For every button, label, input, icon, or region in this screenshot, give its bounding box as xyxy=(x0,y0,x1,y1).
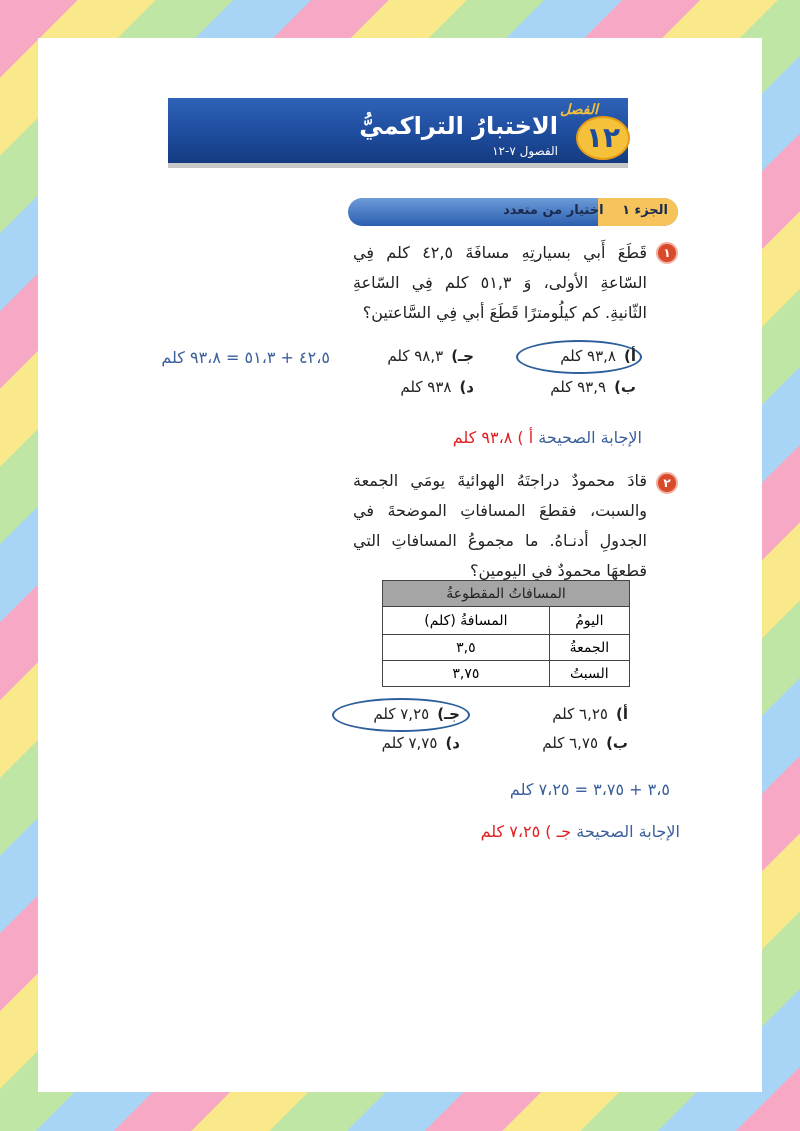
q2-option-d-value: ٧,٧٥ كلم xyxy=(381,734,438,752)
q2-option-d[interactable] xyxy=(338,734,460,752)
q2-option-c[interactable] xyxy=(338,705,460,723)
page-subtitle: الفصول ٧-١٢ xyxy=(492,144,558,158)
q1-correct-answer xyxy=(378,428,642,447)
q1-option-b-letter: ب) xyxy=(614,378,636,396)
q2-correct-answer xyxy=(414,822,680,841)
q1-option-b[interactable] xyxy=(526,378,636,396)
q1-option-a-letter: أ) xyxy=(624,347,636,365)
table-cell-distance: ٣,٥ xyxy=(383,635,550,661)
q1-option-c-letter: جـ) xyxy=(451,347,474,365)
q2-option-b[interactable] xyxy=(518,734,628,752)
table-row xyxy=(383,661,630,687)
chapter-word: الفصل xyxy=(560,102,598,118)
table-row xyxy=(383,635,630,661)
q1-answer-label: الإجابة الصحيحة xyxy=(538,428,642,447)
q1-option-a[interactable] xyxy=(526,347,636,365)
distances-table xyxy=(382,580,630,687)
q2-option-a[interactable] xyxy=(518,705,628,723)
table-header-day: اليومُ xyxy=(549,607,629,635)
chapter-number-badge: ١٢ xyxy=(576,116,630,160)
q1-option-d-letter: د) xyxy=(459,378,474,396)
q2-option-c-value: ٧,٢٥ كلم xyxy=(373,705,430,723)
q1-option-d-value: ٩٣٨ كلم xyxy=(400,378,452,396)
part-heading xyxy=(503,203,668,218)
table-cell-day: الجمعةُ xyxy=(549,635,629,661)
part-number: ١ xyxy=(622,203,631,218)
q1-option-b-value: ٩٣,٩ كلم xyxy=(550,378,607,396)
page-title: الاختبارُ التراكميُّ xyxy=(359,112,558,140)
q1-option-c[interactable] xyxy=(356,347,474,365)
table-header-distance: المسافةُ (كلم) xyxy=(383,607,550,635)
part-bar xyxy=(348,198,678,226)
q1-option-a-value: ٩٣,٨ كلم xyxy=(560,347,616,365)
part-label: الجزء xyxy=(634,203,668,218)
q1-option-d[interactable] xyxy=(356,378,474,396)
q1-answer-value: أ ) ٩٣،٨ كلم xyxy=(452,428,534,447)
q2-calculation: ٣،٥ + ٣،٧٥ = ٧،٢٥ كلم xyxy=(509,780,670,799)
q2-option-c-letter: جـ) xyxy=(437,705,460,723)
q2-option-d-letter: د) xyxy=(445,734,460,752)
question-1-badge: ١ xyxy=(656,242,678,264)
part-title: اختيار من متعدد xyxy=(503,203,604,218)
q2-option-b-value: ٦,٧٥ كلم xyxy=(542,734,599,752)
table-cell-distance: ٣,٧٥ xyxy=(383,661,550,687)
chapter-banner xyxy=(168,98,628,168)
q1-option-c-value: ٩٨,٣ كلم xyxy=(387,347,444,365)
table-cell-day: السبتُ xyxy=(549,661,629,687)
question-2-text: قادَ محمودٌ دراجتَهُ الهوائيةَ يومَي الجمعة والسبت، فقطعَ المسافاتِ الموضحةَ في الجدولِ أدنـاهُ. ما مجموعُ المسافاتِ التي قطعهَا محمودٌ في اليومينِ؟ xyxy=(353,471,647,580)
q2-option-b-letter: ب) xyxy=(606,734,628,752)
q2-answer-value: جـ ) ٧،٢٥ كلم xyxy=(480,822,572,841)
question-2-badge: ٢ xyxy=(656,472,678,494)
table-caption: المسافاتُ المقطوعةُ xyxy=(383,581,630,607)
worksheet-page xyxy=(38,38,762,1092)
question-1-text: قَطَعَ أَبي بسيارتِهِ مسافَةَ ٤٢,٥ كلم فِي السّاعةِ الأولى، وَ ٥١,٣ كلم فِي السّاعةِ الثّانيةِ. كم كيلُومترًا قَطَعَ أبي فِي السَّاعتين؟ xyxy=(353,243,647,322)
q2-answer-label: الإجابة الصحيحة xyxy=(576,822,680,841)
q1-calculation: ٤٢،٥ + ٥١،٣ = ٩٣،٨ كلم xyxy=(161,348,330,367)
q2-option-a-letter: أ) xyxy=(616,705,628,723)
q2-option-a-value: ٦,٢٥ كلم xyxy=(552,705,608,723)
